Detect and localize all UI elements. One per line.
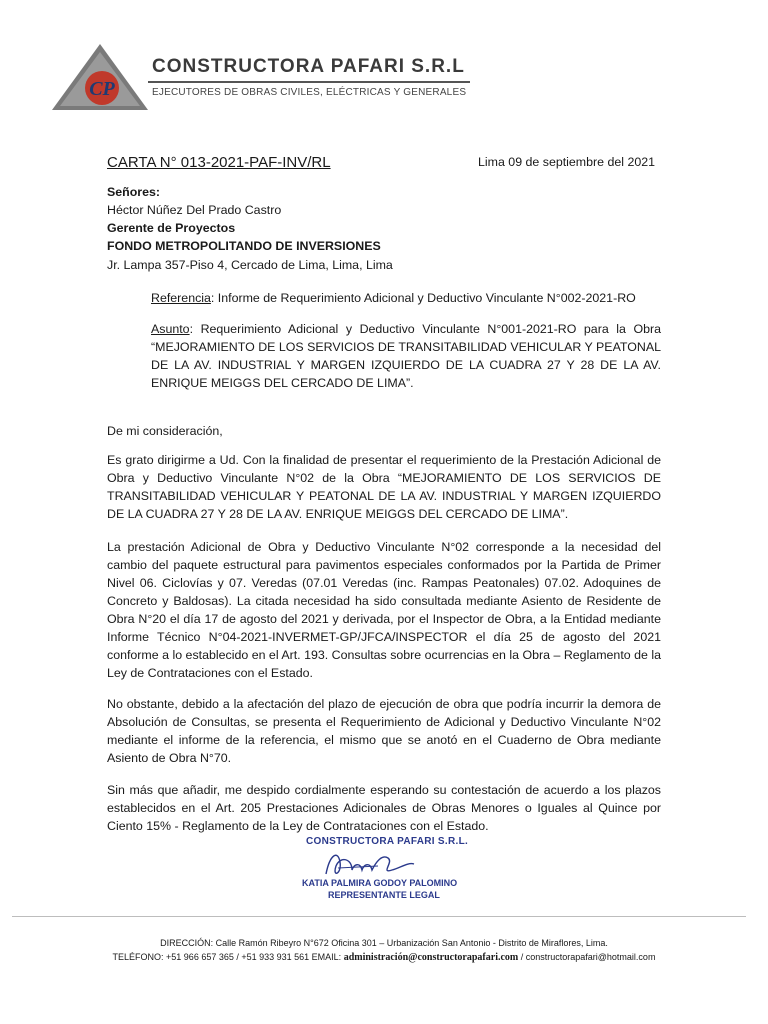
logo-text: CP (89, 78, 115, 100)
company-rule (148, 81, 470, 83)
recipient-organization: FONDO METROPOLITANDO DE INVERSIONES (107, 239, 381, 253)
body-paragraph: Sin más que añadir, me despido cordialmente esperando su contestación de acuerdo a los plazos establecidos en el Art. 205 Prestaciones Adicionales de Obras Menores o Iguales al Quince por Ciento 15% - Reglamento de la Ley de Contrataciones con el Estado. (107, 783, 661, 833)
company-name: CONSTRUCTORA PAFARI S.R.L (152, 56, 465, 77)
signatory-title: REPRESENTANTE LEGAL (328, 890, 440, 900)
subject-text: : Requerimiento Adicional y Deductivo Vinculante N°001-2021-RO para la Obra “MEJORAMIENTO DE LOS SERVICIOS DE TRANSITABILIDAD VEHICULAR Y PEATONAL DE LA AV. INDUSTRIAL Y MARGEN IZQUIERDO DE LA CUADRA 27 Y 28 DE LA AV. ENRIQUE MEIGGS DEL CERCADO DE LIMA”. (151, 322, 661, 390)
recipient-salutation: Señores: (107, 185, 161, 199)
signature-area (290, 836, 480, 906)
body-paragraph: No obstante, debido a la afectación del plazo de ejecución de obra que podría incurrir la demora de Absolución de Consultas, se presenta el Requerimiento de Adicional y Deductivo Vinculante N°02 mediante el informe de la referencia, el mismo que se anotó en el Cuaderno de Obra mediante Asiento de Obra N°70. (107, 697, 661, 765)
company-tagline: EJECUTORES DE OBRAS CIVILES, ELÉCTRICAS Y GENERALES (152, 87, 467, 98)
reference-block (151, 289, 661, 307)
footer-email-secondary[interactable]: / constructorapafari@hotmail.com (518, 952, 656, 962)
greeting: De mi consideración, (107, 424, 223, 438)
letter-date: Lima 09 de septiembre del 2021 (478, 155, 656, 169)
body-paragraph: Es grato dirigirme a Ud. Con la finalidad de presentar el requerimiento de la Prestación Adicional de Obra y Deductivo Vinculante N°02 de la Obra “MEJORAMIENTO DE LOS SERVICIOS DE TRANSITABILIDAD VEHICULAR Y PEATONAL DE LA AV. INDUSTRIAL Y MARGEN IZQUIERDO DE LA CUADRA 27 Y 28 DE LA AV. ENRIQUE MEIGGS DEL CERCADO DE LIMA”. (107, 453, 661, 521)
letterhead (50, 42, 490, 114)
footer-divider (12, 916, 746, 917)
footer-address: DIRECCIÓN: Calle Ramón Ribeyro N°672 Oficina 301 – Urbanización San Antonio - Distrito de Miraflores, Lima. (160, 938, 608, 948)
company-logo (50, 42, 150, 112)
signatory-name: KATIA PALMIRA GODOY PALOMINO (302, 878, 458, 888)
letter-number: CARTA N° 013-2021-PAF-INV/RL (107, 154, 331, 171)
recipient-name: Héctor Núñez Del Prado Castro (107, 203, 282, 217)
footer-phone: TELÉFONO: +51 966 657 365 / +51 933 931 561 EMAIL: (112, 952, 344, 962)
reference-label: Referencia (151, 291, 211, 305)
recipient-address: Jr. Lampa 357-Piso 4, Cercado de Lima, Lima, Lima (107, 258, 393, 272)
footer-contact (0, 952, 768, 963)
signature-company-stamp: CONSTRUCTORA PAFARI S.R.L. (306, 836, 469, 847)
recipient-position: Gerente de Proyectos (107, 221, 236, 235)
reference-text: : Informe de Requerimiento Adicional y Deductivo Vinculante N°002-2021-RO (210, 291, 636, 305)
subject-label: Asunto (151, 322, 190, 336)
subject-block (151, 320, 661, 392)
body-paragraph: La prestación Adicional de Obra y Deductivo Vinculante N°02 corresponde a la necesidad del cambio del paquete estructural para pavimentos especiales conformados por la Partida de Primer Nivel 06. Ciclovías y 07. Veredas (07.01 Veredas (inc. Rampas Peatonales) 07.02. Adoquines de Concreto y Baldosas). La citada necesidad ha sido consultada mediante Asiento de Residente de Obra N°20 el día 17 de agosto del 2021 y derivada, por el Inspector de Obra, a la Entidad mediante Informe Técnico N°04-2021-INVERMET-GP/JFCA/INSPECTOR el día 25 de agosto del 2021 conforme a lo establecido en el Art. 193. Consultas sobre ocurrencias en la Obra – Reglamento de la Ley de Contrataciones con el Estado. (107, 540, 661, 680)
footer-email-primary[interactable]: administración@constructorapafari.com (343, 952, 519, 963)
